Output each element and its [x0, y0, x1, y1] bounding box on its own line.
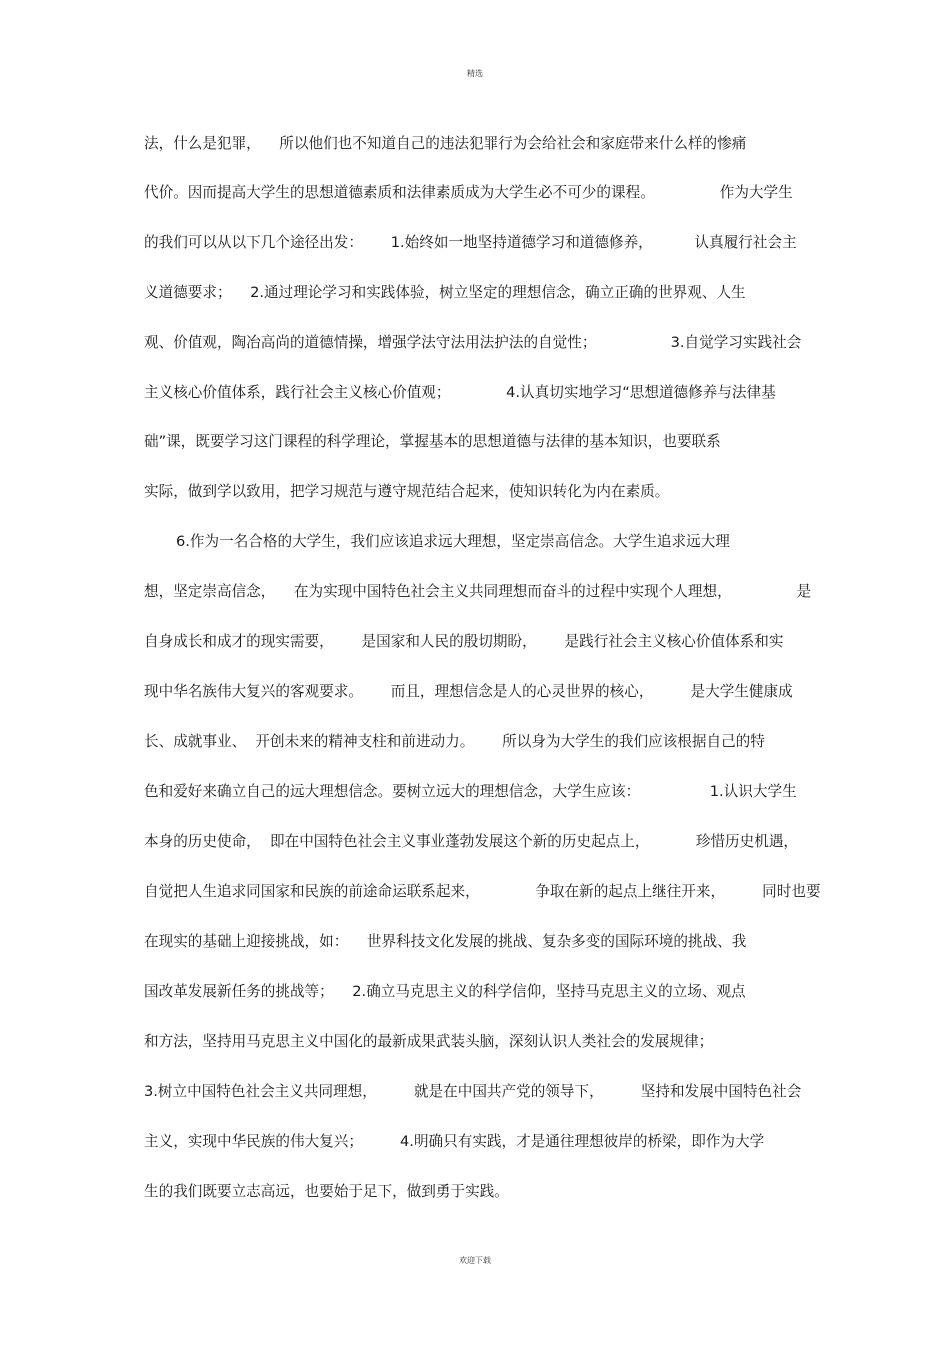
text-line-12: 现中华名族伟大复兴的客观要求。 而且，理想信念是人的心灵世界的核心， 是大学生健康成	[144, 683, 793, 700]
text-line-18: 国改革发展新任务的挑战等； 2.确立马克思主义的科学信仰，坚持马克思主义的立场、观点	[144, 983, 746, 1000]
text-line-19: 和方法，坚持用马克思主义中国化的最新成果武装头脑，深刻认识人类社会的发展规律；	[144, 1033, 714, 1050]
text-line-21: 主义，实现中华民族的伟大复兴； 4.明确只有实践，才是通往理想彼岸的桥梁，即作为大学	[144, 1133, 765, 1150]
text-line-2: 代价。因而提高大学生的思想道德素质和法律素质成为大学生必不可少的课程。 作为大学生	[144, 184, 793, 201]
text-line-22: 生的我们既要立志高远，也要始于足下，做到勇于实践。	[144, 1183, 509, 1200]
text-line-5: 观、价值观，陶冶高尚的道德情操，增强学法守法用法护法的自觉性； 3.自觉学习实践社会	[144, 334, 802, 351]
text-line-8: 实际，做到学以致用，把学习规范与遵守规范结合起来，使知识转化为内在素质。	[144, 483, 670, 500]
text-line-6: 主义核心价值体系，践行社会主义核心价值观； 4.认真切实地学习“思想道德修养与法律基	[144, 384, 776, 401]
text-line-15: 本身的历史使命， 即在中国特色社会主义事业蓬勃发展这个新的历史起点上， 珍惜历史机遇，	[144, 833, 799, 850]
text-line-17: 在现实的基础上迎接挑战，如： 世界科技文化发展的挑战、复杂多变的国际环境的挑战、我	[144, 933, 747, 950]
text-line-16: 自觉把人生追求同国家和民族的前途命运联系起来， 争取在新的起点上继往开来， 同时也要	[144, 883, 821, 900]
text-line-4: 义道德要求； 2.通过理论学习和实践体验，树立坚定的理想信念，确立正确的世界观、人生	[144, 284, 746, 301]
text-line-1: 法，什么是犯罪， 所以他们也不知道自己的违法犯罪行为会给社会和家庭带来什么样的惨痛	[144, 135, 747, 152]
text-line-7: 础”课，既要学习这门课程的科学理论，掌握基本的思想道德与法律的基本知识，也要联系	[144, 433, 721, 450]
text-line-14: 色和爱好来确立自己的远大理想信念。要树立远大的理想信念，大学生应该： 1.认识大学生	[144, 783, 797, 800]
text-line-11: 自身成长和成才的现实需要， 是国家和人民的殷切期盼， 是践行社会主义核心价值体系和实	[144, 633, 784, 650]
text-line-9: 6.作为一名合格的大学生，我们应该追求远大理想，坚定崇高信念。大学生追求远大理	[176, 533, 730, 550]
text-line-3: 的我们可以从以下几个途径出发： 1.始终如一地坚持道德学习和道德修养， 认真履行社会主	[144, 234, 797, 251]
page-header-mark: 精选	[467, 69, 483, 78]
page-footer-mark: 欢迎下载	[459, 1256, 491, 1265]
text-line-20: 3.树立中国特色社会主义共同理想， 就是在中国共产党的领导下， 坚持和发展中国特色社会	[144, 1083, 802, 1100]
text-line-10: 想，坚定崇高信念， 在为实现中国特色社会主义共同理想而奋斗的过程中实现个人理想， 是	[144, 583, 812, 600]
text-line-13: 长、成就事业、 开创未来的精神支柱和前进动力。 所以身为大学生的我们应该根据自己的特	[144, 733, 765, 750]
